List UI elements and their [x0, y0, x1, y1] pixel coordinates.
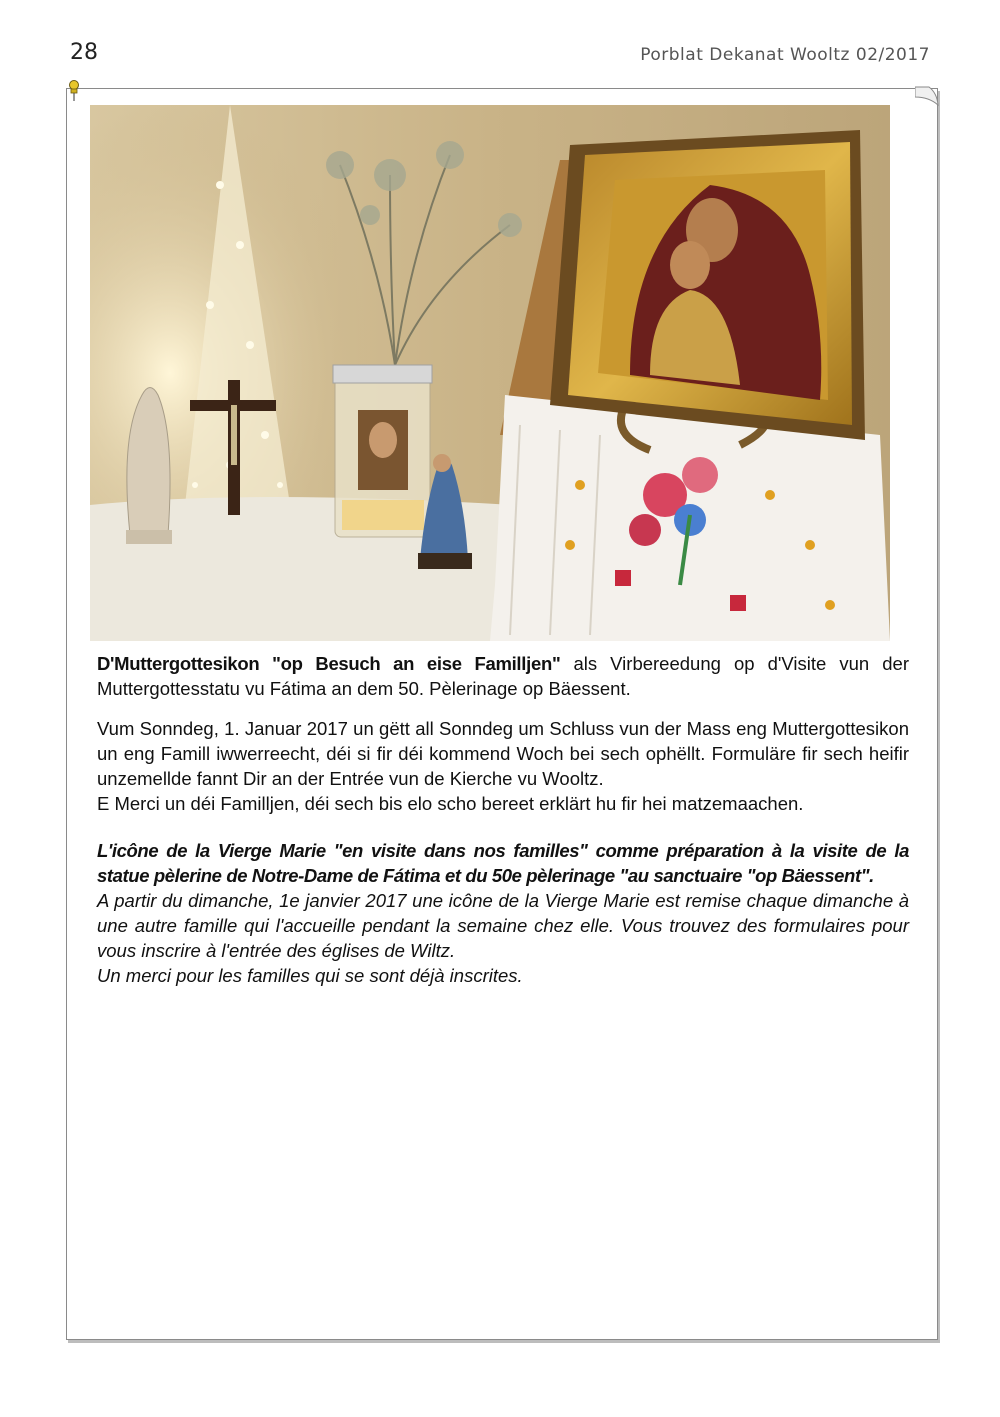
- body-french: [97, 838, 909, 988]
- running-header: Porblat Dekanat Wooltz 02/2017: [640, 45, 930, 65]
- page-number: 28: [70, 40, 98, 65]
- paragraph-lb-1: Vum Sonndeg, 1. Januar 2017 un gëtt all Sonndeg um Schluss vun der Mass eng Muttergottesikon un eng Famill iwwerreecht, déi si fir déi kommend Woch bei sech ophëllt. Formuläre fir sech heifir unzemellde fannt Dir an der Entrée vun de Kierche vu Wooltz.: [97, 718, 909, 789]
- icon-photo: [90, 105, 890, 641]
- caption-luxembourgish: [97, 651, 909, 701]
- paragraph-lb-2: E Merci un déi Familljen, déi sech bis elo scho bereet erklärt hu fir hei matzemaachen.: [97, 793, 804, 814]
- paragraph-fr-1: A partir du dimanche, 1e janvier 2017 une icône de la Vierge Marie est remise chaque dimanche à une autre famille qui l'accueille pendant la semaine chez elle. Vous trouvez des formulaires pour vous inscrire à l'entrée des églises de Wiltz.: [97, 890, 909, 961]
- pushpin-icon: [68, 80, 80, 102]
- caption-title: D'Muttergottesikon "op Besuch an eise Familljen": [97, 653, 561, 674]
- body-luxembourgish: [97, 716, 909, 816]
- photo-of-icon-display-icon: [90, 105, 890, 641]
- french-heading: L'icône de la Vierge Marie "en visite dans nos familles" comme préparation à la visite de la statue pèlerine de Notre-Dame de Fátima et du 50e pèlerinage "au sanctuaire "op Bäessent".: [97, 840, 909, 886]
- caption-text: als Virbereedung op d'Visite vun der Muttergottesstatu vu Fátima an dem 50. Pèlerinage op Bäessent.: [97, 653, 909, 699]
- page-curl-icon: [915, 85, 939, 107]
- paragraph-fr-2: Un merci pour les familles qui se sont déjà inscrites.: [97, 965, 523, 986]
